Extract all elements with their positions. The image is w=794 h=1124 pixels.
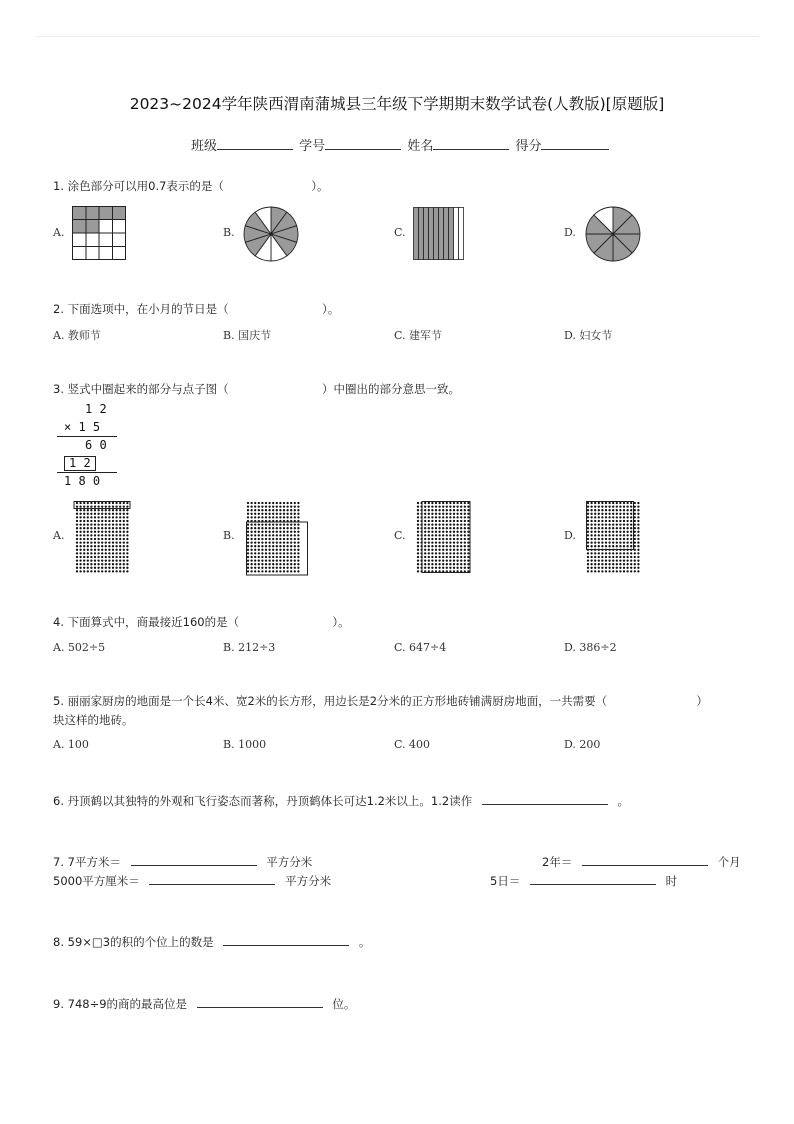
- question-2: 2. 下面选项中，在小月的节日是（ ）。: [53, 302, 340, 316]
- vertical-row-1: 1 2: [85, 402, 107, 416]
- question-8: 8. 59×□3的积的个位上的数是 。: [53, 935, 371, 949]
- q7-a-answer-blank[interactable]: [131, 853, 257, 866]
- q2-option-b[interactable]: B. 国庆节: [223, 329, 272, 342]
- q8-answer-blank[interactable]: [223, 933, 349, 946]
- q7-b-answer-blank[interactable]: [582, 853, 708, 866]
- header-divider: [36, 36, 758, 37]
- q3-option-b-dot-grid[interactable]: [246, 501, 302, 575]
- page-title: 2023~2024学年陕西渭南蒲城县三年级下学期期末数学试卷(人教版)[原题版]: [129, 95, 665, 113]
- q5-option-b[interactable]: B. 1000: [223, 738, 267, 751]
- q5-option-d[interactable]: D. 200: [564, 738, 601, 751]
- q4-option-d[interactable]: D. 386÷2: [564, 641, 617, 654]
- q3-option-c-label[interactable]: C.: [394, 529, 406, 542]
- q6-answer-blank[interactable]: [482, 792, 608, 805]
- q1-option-a-grid[interactable]: [72, 206, 127, 260]
- q4-option-b[interactable]: B. 212÷3: [223, 641, 276, 654]
- q2-option-c[interactable]: C. 建军节: [394, 329, 443, 342]
- vertical-row-5: 1 8 0: [64, 474, 101, 488]
- question-9: 9. 748÷9的商的最高位是 位。: [53, 997, 356, 1011]
- q9-answer-blank[interactable]: [197, 995, 323, 1008]
- student-number-label: 学号: [299, 139, 326, 154]
- name-label: 姓名: [407, 139, 434, 154]
- question-5: 5. 丽丽家厨房的地面是一个长4米、宽2米的长方形，用边长是2分米的正方形地砖铺满厨房地面，一共需要（ ）: [53, 694, 708, 708]
- student-number-field[interactable]: [325, 137, 401, 150]
- question-5-line-2: 块这样的地砖。: [53, 713, 134, 727]
- question-7-b: 2年＝ 个月: [542, 855, 741, 869]
- question-6: 6. 丹顶鹤以其独特的外观和飞行姿态而著称，丹顶鹤体长可达1.2米以上。1.2读作 。: [53, 794, 630, 808]
- question-1: 1. 涂色部分可以用0.7表示的是（ ）。: [53, 179, 329, 193]
- q7-d-answer-blank[interactable]: [530, 872, 656, 885]
- question-4: 4. 下面算式中，商最接近160的是（ ）。: [53, 615, 350, 629]
- score-field[interactable]: [541, 137, 609, 150]
- q3-option-d-label[interactable]: D.: [564, 529, 576, 542]
- name-field[interactable]: [433, 137, 509, 150]
- q4-option-a[interactable]: A. 502÷5: [53, 641, 106, 654]
- q2-option-a[interactable]: A. 教师节: [53, 329, 101, 342]
- q5-option-a[interactable]: A. 100: [53, 738, 89, 751]
- q3-option-b-label[interactable]: B.: [223, 529, 235, 542]
- q1-option-c-strips[interactable]: [413, 207, 465, 260]
- vertical-row-2: × 1 5: [64, 420, 101, 434]
- q3-option-a-label[interactable]: A.: [53, 529, 65, 542]
- q7-c-answer-blank[interactable]: [149, 872, 275, 885]
- q2-option-d[interactable]: D. 妇女节: [564, 329, 613, 342]
- q1-option-d-pie[interactable]: [584, 205, 642, 263]
- q1-option-a-label[interactable]: A.: [53, 226, 65, 239]
- q1-option-c-label[interactable]: C.: [394, 226, 406, 239]
- q5-option-c[interactable]: C. 400: [394, 738, 431, 751]
- question-7-c: 5000平方厘米＝ 平方分米: [53, 874, 332, 888]
- q3-option-c-dot-grid[interactable]: [416, 501, 472, 575]
- q3-option-a-dot-grid[interactable]: [75, 501, 131, 575]
- score-label: 得分: [515, 139, 542, 154]
- q1-option-d-label[interactable]: D.: [564, 226, 576, 239]
- q1-option-b-pie[interactable]: [242, 205, 300, 263]
- question-3: 3. 竖式中圈起来的部分与点子图（ ）中圈出的部分意思一致。: [53, 382, 460, 396]
- vertical-row-3: 6 0: [85, 438, 107, 452]
- q3-option-d-dot-grid[interactable]: [586, 501, 642, 575]
- question-7-a: 7. 7平方米＝ 平方分米: [53, 855, 313, 869]
- vertical-row-4-circled: 1 2: [64, 456, 96, 471]
- vertical-line-2: [57, 472, 117, 473]
- student-info-line: [191, 135, 611, 154]
- q1-option-b-label[interactable]: B.: [223, 226, 235, 239]
- question-7-d: 5日＝ 时: [490, 874, 678, 888]
- q4-option-c[interactable]: C. 647÷4: [394, 641, 447, 654]
- class-field[interactable]: [217, 137, 293, 150]
- vertical-line-1: [57, 436, 117, 437]
- class-label: 班级: [191, 139, 218, 154]
